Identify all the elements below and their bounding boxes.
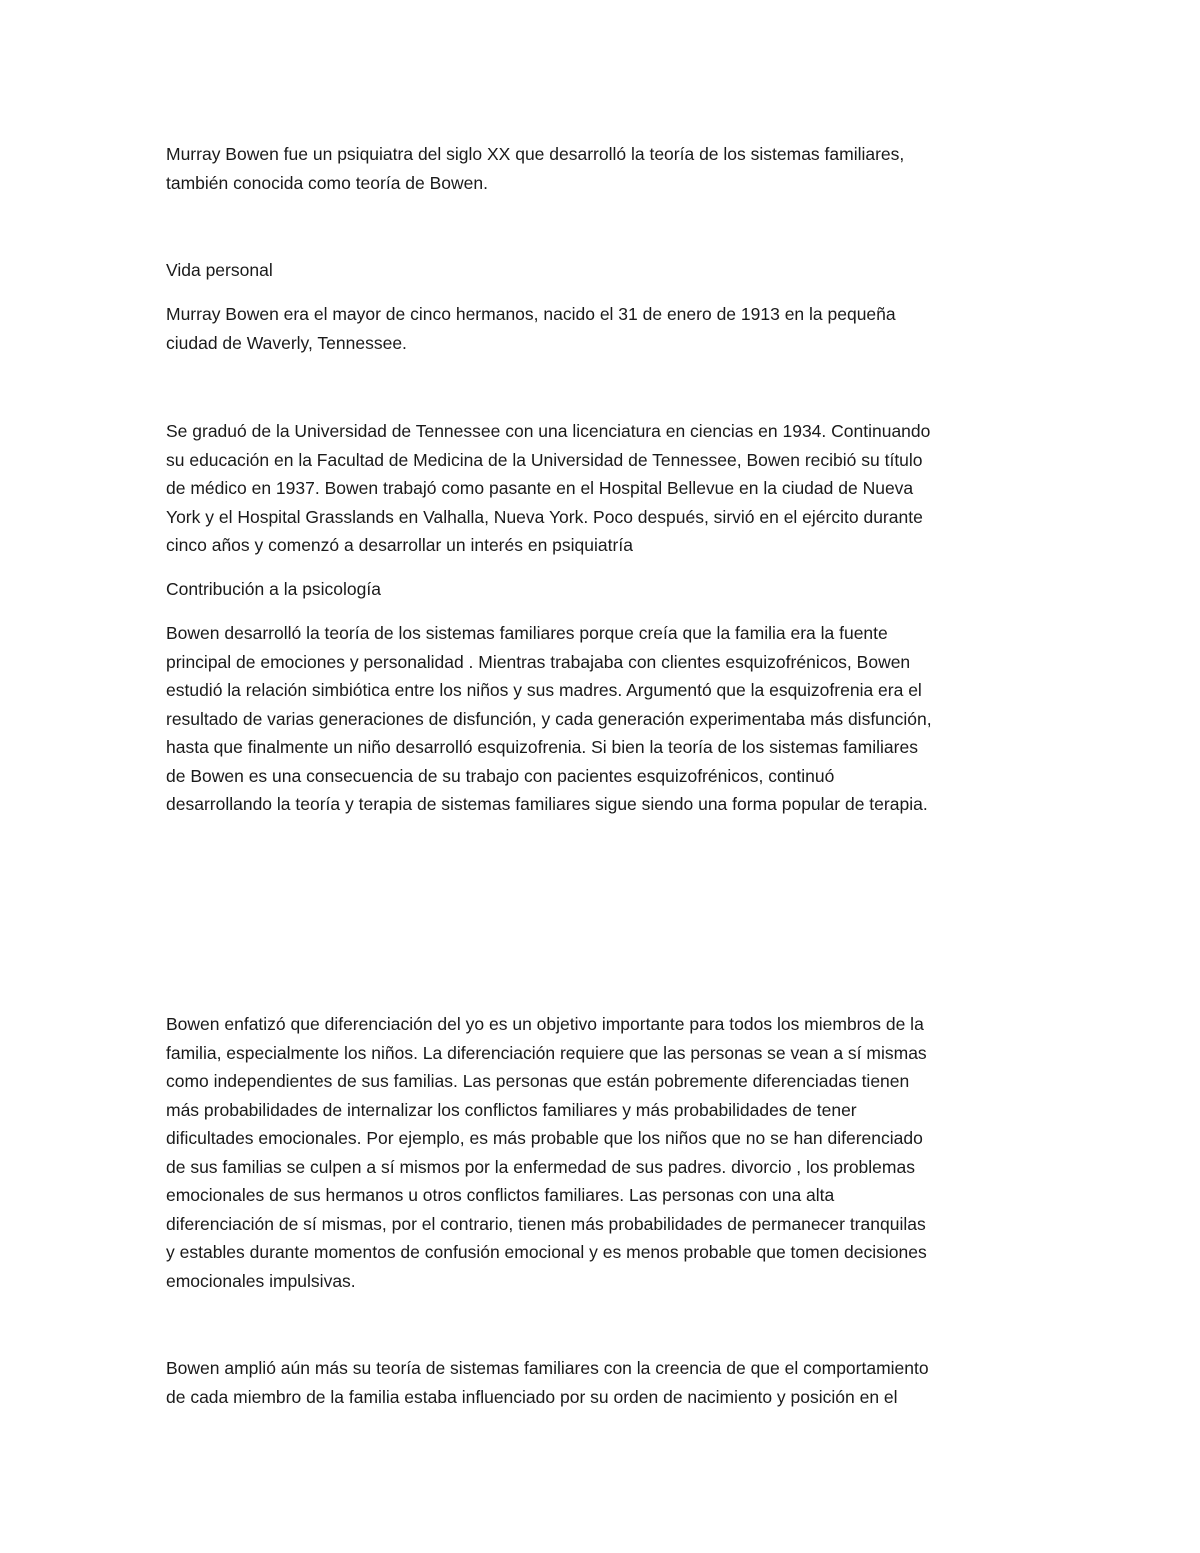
- text-line: familia, especialmente los niños. La diferenciación requiere que las personas se vean a sí mismas: [166, 1042, 927, 1063]
- text-line: resultado de varias generaciones de disfunción, y cada generación experimentaba más disfunción,: [166, 708, 932, 729]
- text-line: y estables durante momentos de confusión emocional y es menos probable que tomen decisiones: [166, 1242, 927, 1262]
- contribution-paragraph-2: [166, 1010, 1046, 1295]
- text-line: ciudad de Waverly, Tennessee.: [166, 332, 407, 353]
- text-line: de médico en 1937. Bowen trabajó como pasante en el Hospital Bellevue en la ciudad de Nueva: [166, 478, 914, 498]
- intro-paragraph: [166, 140, 1046, 197]
- text-line: como independientes de sus familias. Las personas que están pobremente diferenciadas tienen: [166, 1071, 910, 1091]
- text-line: Murray Bowen fue un psiquiatra del siglo XX que desarrolló la teoría de los sistemas familiares,: [166, 144, 905, 164]
- text-line: York y el Hospital Grasslands en Valhalla, Nueva York. Poco después, sirvió en el ejército durante: [166, 506, 923, 527]
- text-line: también conocida como teoría de Bowen.: [166, 172, 488, 193]
- text-line: emocionales de sus hermanos u otros conflictos familiares. Las personas con una alta: [166, 1185, 835, 1205]
- text-line: dificultades emocionales. Por ejemplo, es más probable que los niños que no se han diferenciado: [166, 1128, 923, 1148]
- text-line: Murray Bowen era el mayor de cinco hermanos, nacido el 31 de enero de 1913 en la pequeña: [166, 304, 896, 324]
- personal-paragraph-1: [166, 300, 1046, 357]
- text-line: Bowen desarrolló la teoría de los sistemas familiares porque creía que la familia era la fuente: [166, 623, 888, 643]
- text-line: cinco años y comenzó a desarrollar un interés en psiquiatría: [166, 535, 633, 555]
- contribution-paragraph-1: [166, 619, 1046, 819]
- text-line: Bowen enfatizó que diferenciación del yo es un objetivo importante para todos los miembros de la: [166, 1014, 924, 1034]
- heading-text: Vida personal: [166, 260, 273, 280]
- text-line: diferenciación de sí mismas, por el contrario, tienen más probabilidades de permanecer tranquilas: [166, 1213, 926, 1234]
- personal-paragraph-2: [166, 417, 1046, 560]
- text-line: de Bowen es una consecuencia de su trabajo con pacientes esquizofrénicos, continuó: [166, 765, 835, 786]
- section-heading-personal: [166, 256, 1046, 285]
- text-line: de sus familias se culpen a sí mismos por la enfermedad de sus padres. divorcio , los problemas: [166, 1156, 915, 1177]
- text-line: principal de emociones y personalidad . Mientras trabajaba con clientes esquizofrénicos, Bowen: [166, 651, 911, 672]
- text-line: desarrollando la teoría y terapia de sistemas familiares sigue siendo una forma popular de terapia.: [166, 794, 928, 814]
- text-line: hasta que finalmente un niño desarrolló esquizofrenia. Si bien la teoría de los sistemas familiares: [166, 737, 918, 757]
- text-line: Se graduó de la Universidad de Tennessee con una licenciatura en ciencias en 1934. Continuando: [166, 421, 931, 441]
- contribution-paragraph-3: [166, 1354, 1046, 1411]
- section-heading-contribution: [166, 575, 1046, 604]
- text-line: emocionales impulsivas.: [166, 1270, 356, 1291]
- heading-text: Contribución a la psicología: [166, 579, 381, 599]
- text-line: de cada miembro de la familia estaba influenciado por su orden de nacimiento y posición en el: [166, 1386, 898, 1407]
- text-line: estudió la relación simbiótica entre los niños y sus madres. Argumentó que la esquizofrenia era el: [166, 680, 922, 700]
- text-line: Bowen amplió aún más su teoría de sistemas familiares con la creencia de que el comportamiento: [166, 1358, 929, 1378]
- text-line: su educación en la Facultad de Medicina de la Universidad de Tennessee, Bowen recibió su título: [166, 449, 923, 470]
- text-line: más probabilidades de internalizar los conflictos familiares y más probabilidades de tener: [166, 1099, 857, 1120]
